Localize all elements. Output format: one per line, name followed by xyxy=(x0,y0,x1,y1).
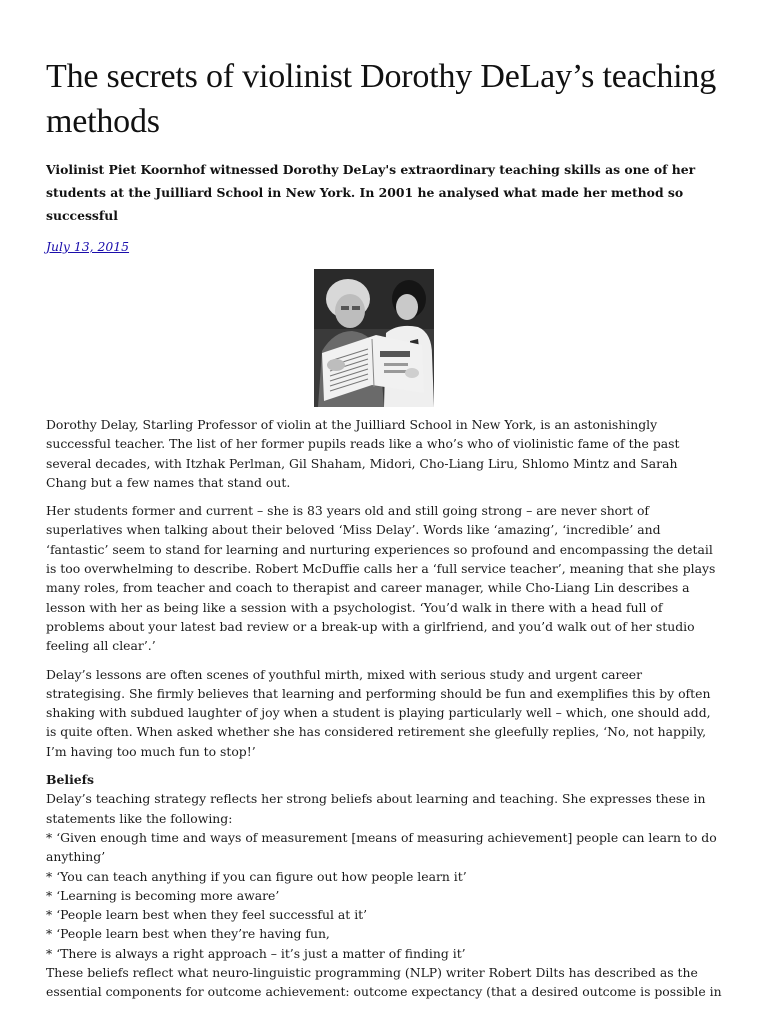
article-body xyxy=(46,415,722,1002)
article-figure xyxy=(46,269,722,407)
beliefs-intro: Delay’s teaching strategy reflects her strong beliefs about learning and teaching. She expresses these in statements like the following: xyxy=(46,791,706,826)
article-standfirst: Violinist Piet Koornhof witnessed Dorothy DeLay's extraordinary teaching skills as one of her students at the Juilliard School in New York. In 2001 he analysed what made her method so successful xyxy=(46,162,696,223)
beliefs-section xyxy=(46,770,722,1002)
bullet-marker: * xyxy=(46,887,53,903)
list-item-text: ‘People learn best when they’re having fun, xyxy=(56,926,330,942)
list-item-text: ‘Given enough time and ways of measurement [means of measuring achievement] people can learn to do anything’ xyxy=(46,829,717,865)
list-item-text: ‘You can teach anything if you can figure out how people learn it’ xyxy=(56,868,467,884)
bullet-marker: * xyxy=(46,945,53,961)
bullet-marker: * xyxy=(46,868,53,884)
bullet-marker: * xyxy=(46,907,53,923)
body-paragraph: Dorothy Delay, Starling Professor of violin at the Juilliard School in New York, is an astonishingly successful teacher. The list of her former pupils reads like a who’s who of violinistic fame of the past several decades, with Itzhak Perlman, Gil Shaham, Midori, Cho-Liang Liru, Shlomo Mintz and Sarah Chang but a few names that stand out. xyxy=(46,417,680,490)
bullet-marker: * xyxy=(46,926,53,942)
list-item xyxy=(46,867,722,886)
list-item-text: ‘Learning is becoming more aware’ xyxy=(56,887,280,903)
list-item xyxy=(46,886,722,905)
teacher-student-photo xyxy=(314,269,434,407)
body-paragraph: Delay’s lessons are often scenes of youthful mirth, mixed with serious study and urgent career strategising. She firmly believes that learning and performing should be fun and exemplifies this by often shaking with subdued laughter of joy when a student is playing particularly well – which, one should add, is quite often. When asked whether she has considered retirement she gleefully replies, ‘No, not happily, I’m having too much fun to stop!’ xyxy=(46,666,711,759)
bullet-marker: * xyxy=(46,829,53,845)
list-item-text: ‘There is always a right approach – it’s just a matter of finding it’ xyxy=(56,945,466,961)
date-line xyxy=(46,237,722,257)
list-item xyxy=(46,828,722,867)
list-item xyxy=(46,924,722,943)
article-title: The secrets of violinist Dorothy DeLay’s teaching methods xyxy=(46,58,717,140)
publish-date-link[interactable]: July 13, 2015 xyxy=(46,239,130,254)
list-item-text: ‘People learn best when they feel successful at it’ xyxy=(56,907,368,923)
section-heading-beliefs: Beliefs xyxy=(46,772,94,788)
list-item xyxy=(46,944,722,963)
body-paragraph: Her students former and current – she is 83 years old and still going strong – are never short of superlatives when talking about their beloved ‘Miss Delay’. Words like ‘amazing’, ‘incredible’ and ‘fantastic’ seem to stand for learning and nurturing experiences so profound and encompassing the detail is too overwhelming to describe. Robert McDuffie calls her a ‘full service teacher’, meaning that she plays many roles, from teacher and coach to therapist and career manager, while Cho-Liang Lin describes a lesson with her as being like a session with a psychologist. ‘You’d walk in there with a head full of problems about your latest bad review or a break-up with a girlfriend, and you’d walk out of her studio feeling all clear’.’ xyxy=(46,503,716,654)
list-item xyxy=(46,905,722,924)
beliefs-list xyxy=(46,828,722,963)
beliefs-closing: These beliefs reflect what neuro-linguistic programming (NLP) writer Robert Dilts has described as the essential components for outcome achievement: outcome expectancy (that a desired outcome is possible in xyxy=(46,965,722,1000)
